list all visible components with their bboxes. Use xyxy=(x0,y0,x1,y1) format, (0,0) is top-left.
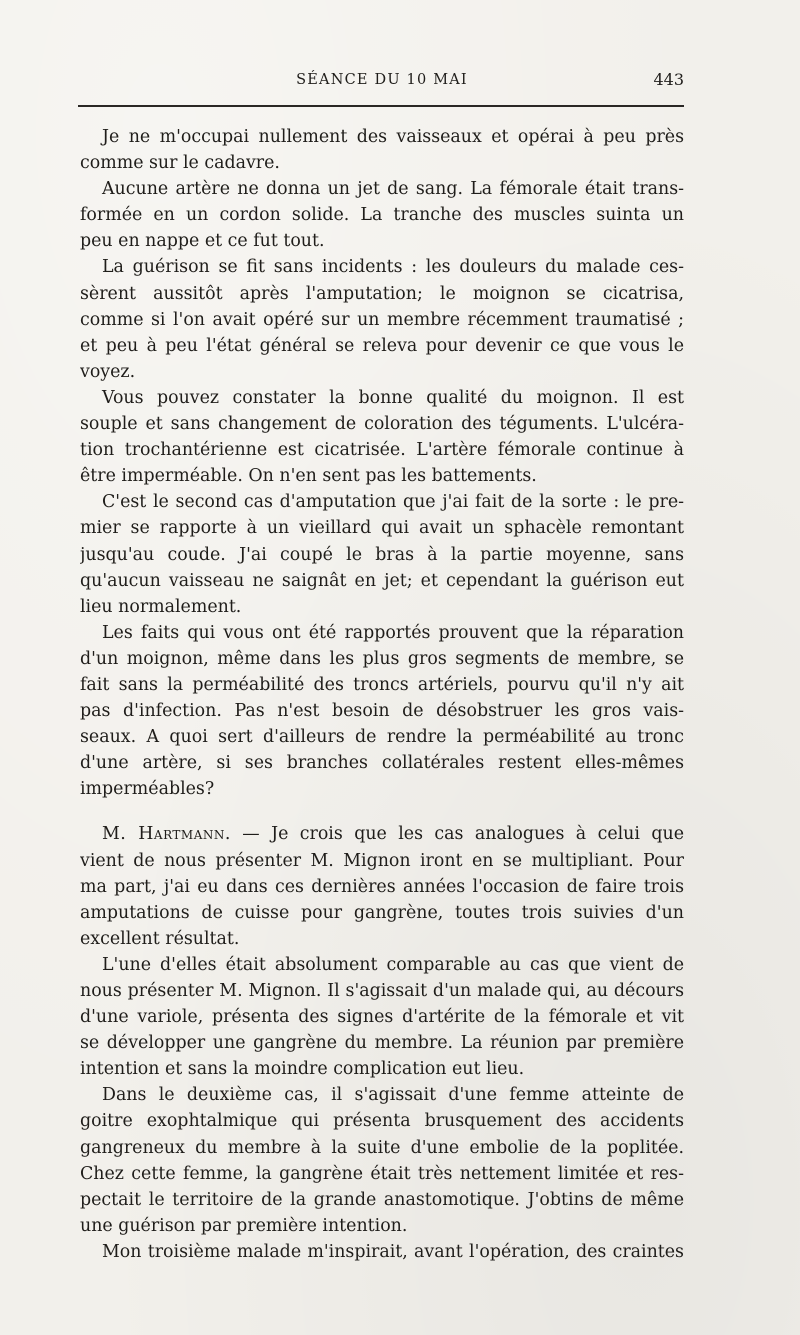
text-line: ma part, j'ai eu dans ces dernières années l'occasion de faire trois xyxy=(80,876,684,897)
text-line: Dans le deuxième cas, il s'agissait d'une femme atteinte de xyxy=(102,1085,684,1106)
text-line: formée en un cordon solide. La tranche des muscles suinta un xyxy=(80,205,684,226)
paragraph xyxy=(80,385,684,489)
paragraph xyxy=(80,124,684,176)
text-line: Je ne m'occupai nullement des vaisseaux et opérai à peu près xyxy=(102,127,684,147)
paragraph xyxy=(80,620,684,803)
page-number: 443 xyxy=(653,70,684,89)
body-text xyxy=(80,124,684,1265)
text-line: d'un moignon, même dans les plus gros segments de membre, se xyxy=(80,648,684,669)
text-line: lieu normalement. xyxy=(80,596,242,617)
text-line: gangreneux du membre à la suite d'une embolie de la poplitée. xyxy=(80,1137,684,1158)
text-line: d'une artère, si ses branches collatérales restent elles-mêmes xyxy=(80,753,684,774)
speaker-name: M. Hartmann. xyxy=(102,824,231,845)
running-header xyxy=(78,66,686,96)
text-line: voyez. xyxy=(80,361,136,382)
text-line: C'est le second cas d'amputation que j'ai fait de la sorte : le pre- xyxy=(102,492,684,513)
text-line: et peu à peu l'état général se releva pour devenir ce que vous le xyxy=(80,335,684,356)
text-line: comme si l'on avait opéré sur un membre récemment traumatisé ; xyxy=(80,309,684,330)
text-line: jusqu'au coude. J'ai coupé le bras à la partie moyenne, sans xyxy=(80,544,684,565)
paragraph xyxy=(80,254,684,384)
text-line: imperméables? xyxy=(80,779,215,800)
text-line: Chez cette femme, la gangrène était très nettement limitée et res- xyxy=(80,1163,684,1184)
paragraph xyxy=(80,952,684,1082)
text-line: pas d'infection. Pas n'est besoin de désobstruer les gros vais- xyxy=(80,701,684,722)
text-line: souple et sans changement de coloration des téguments. L'ulcéra- xyxy=(80,414,684,435)
text-line: qu'aucun vaisseau ne saignât en jet; et cependant la guérison eut xyxy=(80,570,684,591)
section-gap xyxy=(80,802,684,821)
paragraph xyxy=(80,1239,684,1265)
text-line: Vous pouvez constater la bonne qualité du moignon. Il est xyxy=(102,387,684,408)
text-line: La guérison se fit sans incidents : les douleurs du malade ces- xyxy=(102,257,684,278)
text-line: Les faits qui vous ont été rapportés prouvent que la réparation xyxy=(102,622,684,643)
text-line: goitre exophtalmique qui présenta brusquement des accidents xyxy=(80,1111,684,1132)
text-line: Mon troisième malade m'inspirait, avant l'opération, des craintes xyxy=(102,1241,684,1262)
text-line: une guérison par première intention. xyxy=(80,1215,408,1236)
text-line: sèrent aussitôt après l'amputation; le moignon se cicatrisa, xyxy=(80,283,684,304)
text-line: Aucune artère ne donna un jet de sang. La fémorale était trans- xyxy=(102,179,684,200)
header-rule xyxy=(78,105,684,107)
text-line: vient de nous présenter M. Mignon iront en se multipliant. Pour xyxy=(80,850,684,871)
text-line: intention et sans la moindre complication eut lieu. xyxy=(80,1059,525,1080)
text-line: L'une d'elles était absolument comparable au cas que vient de xyxy=(102,954,684,975)
text-line: fait sans la perméabilité des troncs artériels, pourvu qu'il n'y ait xyxy=(80,674,684,695)
text-line: tion trochantérienne est cicatrisée. L'artère fémorale continue à xyxy=(80,440,684,461)
paragraph xyxy=(80,489,684,619)
speaker-text: — Je crois que les cas analogues à celui que xyxy=(230,824,684,845)
text-line xyxy=(80,821,684,847)
text-line: nous présenter M. Mignon. Il s'agissait d'un malade qui, au décours xyxy=(80,981,684,1001)
text-line: excellent résultat. xyxy=(80,928,240,949)
text-line: seaux. A quoi sert d'ailleurs de rendre la perméabilité au tronc xyxy=(80,727,684,748)
text-line: peu en nappe et ce fut tout. xyxy=(80,231,325,252)
text-line: d'une variole, présenta des signes d'artérite de la fémorale et vit xyxy=(80,1007,684,1028)
text-line: se développer une gangrène du membre. La réunion par première xyxy=(80,1033,684,1054)
paragraph xyxy=(80,176,684,254)
text-line: comme sur le cadavre. xyxy=(80,153,280,174)
text-line: être imperméable. On n'en sent pas les battements. xyxy=(80,466,537,487)
paragraph xyxy=(80,1082,684,1239)
text-line: amputations de cuisse pour gangrène, toutes trois suivies d'un xyxy=(80,902,684,923)
speaker-paragraph xyxy=(80,821,684,951)
text-line: pectait le territoire de la grande anastomotique. J'obtins de même xyxy=(80,1189,684,1210)
text-line: mier se rapporte à un vieillard qui avait un sphacèle remontant xyxy=(80,518,684,539)
running-title: SÉANCE DU 10 MAI xyxy=(296,72,468,88)
